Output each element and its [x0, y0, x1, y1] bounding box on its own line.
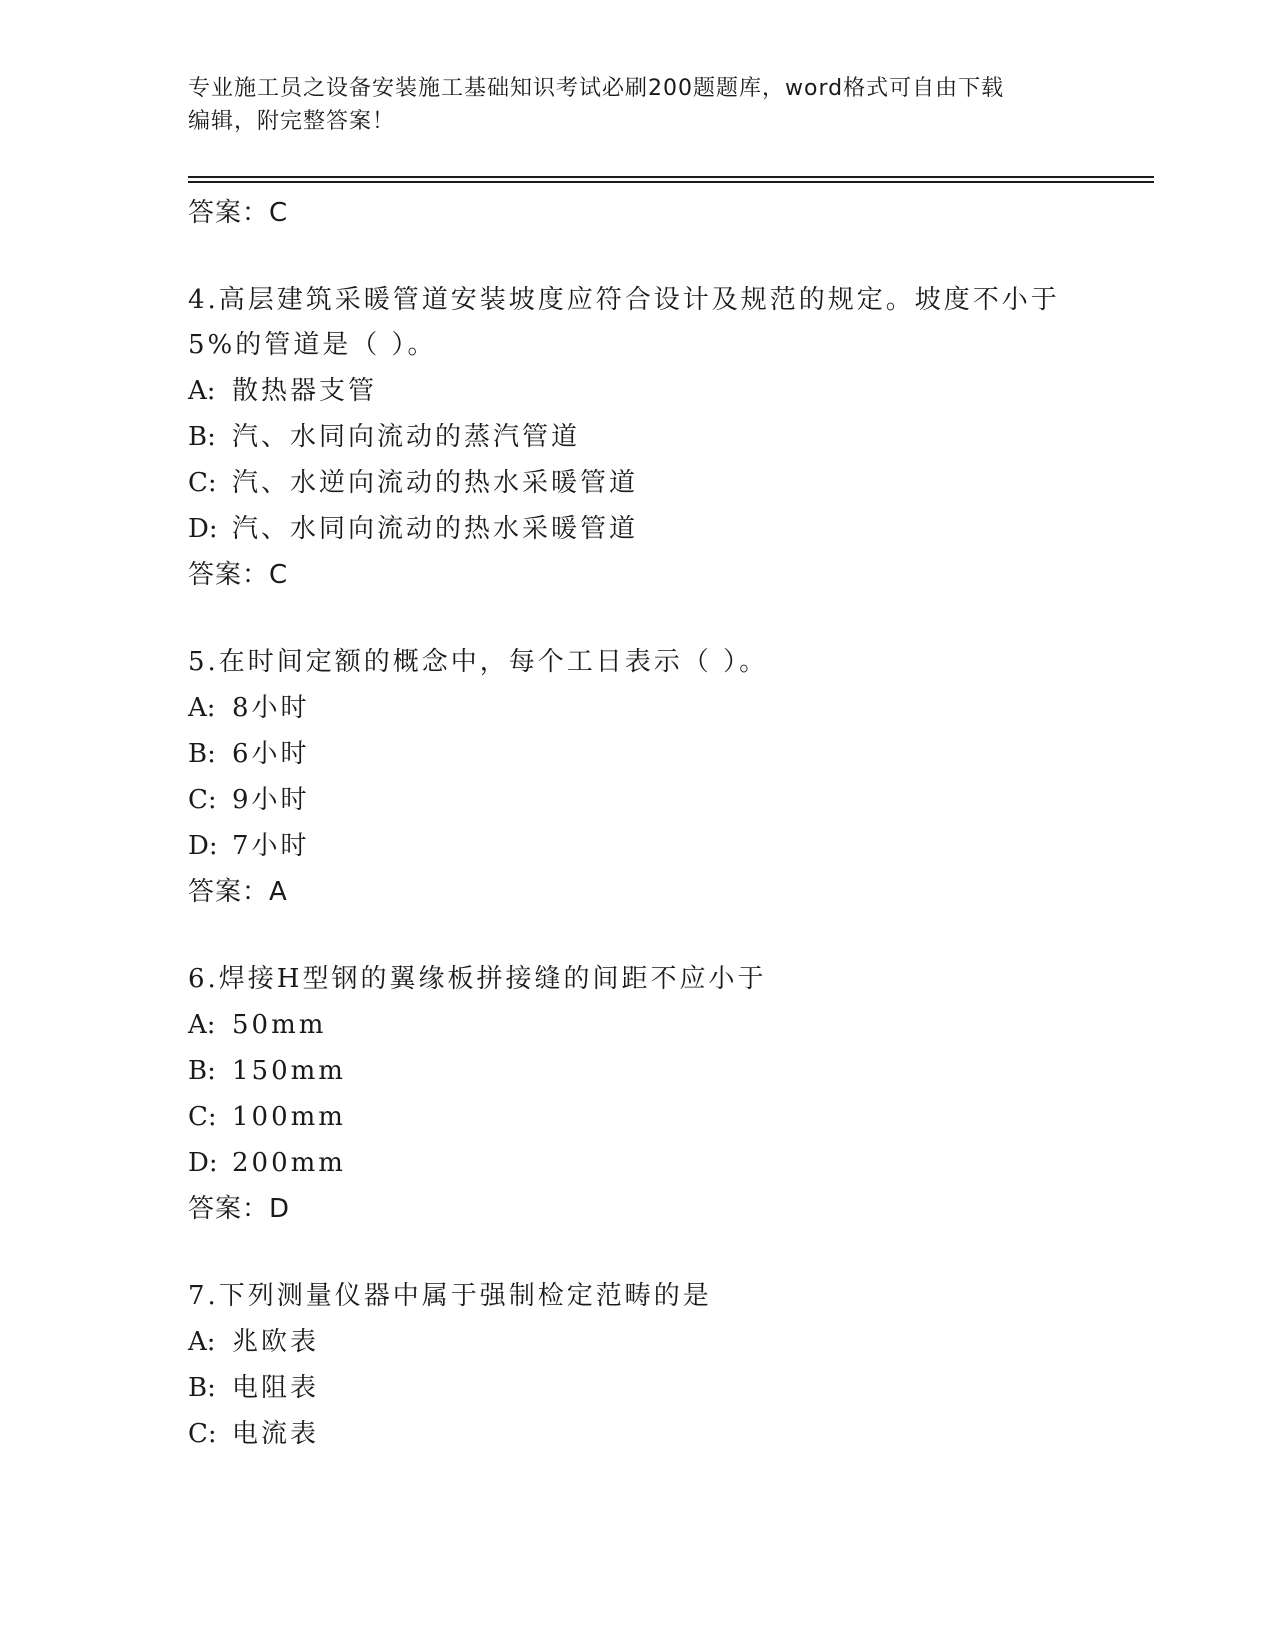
option-text: 8小时	[232, 693, 310, 723]
question-6-option-b	[188, 1048, 1088, 1094]
question-4-stem	[188, 278, 1088, 368]
option-letter: D:	[188, 831, 218, 861]
question-6	[188, 957, 1088, 1232]
question-4-option-d	[188, 506, 1088, 552]
option-letter: D:	[188, 1148, 218, 1178]
option-text: 150mm	[232, 1056, 346, 1086]
option-text: 兆欧表	[232, 1327, 320, 1357]
option-text: 散热器支管	[232, 376, 378, 406]
option-text: 6小时	[232, 739, 310, 769]
question-6-option-c	[188, 1094, 1088, 1140]
option-text: 100mm	[232, 1102, 346, 1132]
option-letter: A:	[188, 1010, 216, 1040]
option-letter: B:	[188, 1373, 216, 1403]
question-6-option-d	[188, 1140, 1088, 1186]
question-6-stem: 6.焊接H型钢的翼缘板拼接缝的间距不应小于	[188, 964, 767, 994]
question-4-stem-line-1: 4.高层建筑采暖管道安装坡度应符合设计及规范的规定。坡度不小于	[188, 285, 1060, 315]
option-letter: C:	[188, 1419, 217, 1449]
option-text: 汽、水同向流动的热水采暖管道	[232, 514, 639, 544]
question-5-option-d	[188, 823, 1088, 869]
option-text: 9小时	[232, 785, 310, 815]
option-letter: C:	[188, 468, 217, 498]
option-text: 50mm	[232, 1010, 327, 1040]
option-text: 电流表	[232, 1419, 320, 1449]
option-text: 7小时	[232, 831, 310, 861]
header-title-line-1: 专业施工员之设备安装施工基础知识考试必刷200题题库，word格式可自由下载	[188, 76, 1005, 101]
question-4-option-c	[188, 460, 1088, 506]
question-5-option-c	[188, 777, 1088, 823]
option-text: 200mm	[232, 1148, 346, 1178]
question-5-option-b	[188, 731, 1088, 777]
option-letter: A:	[188, 376, 216, 406]
question-7-option-a	[188, 1319, 1088, 1365]
question-4-option-a	[188, 368, 1088, 414]
option-letter: D:	[188, 514, 218, 544]
document-body	[188, 190, 1088, 1457]
question-4	[188, 278, 1088, 598]
option-text: 汽、水逆向流动的热水采暖管道	[232, 468, 639, 498]
option-letter: C:	[188, 1102, 217, 1132]
document-header	[188, 72, 1088, 138]
question-5-stem: 5.在时间定额的概念中，每个工日表示（ ）。	[188, 647, 769, 677]
question-7-stem: 7.下列测量仪器中属于强制检定范畴的是	[188, 1281, 712, 1311]
question-5-option-a	[188, 685, 1088, 731]
header-divider-top	[188, 176, 1154, 178]
question-7-option-c	[188, 1411, 1088, 1457]
option-text: 电阻表	[232, 1373, 320, 1403]
question-5-answer: 答案：A	[188, 877, 288, 907]
option-letter: B:	[188, 1056, 216, 1086]
question-7-option-b	[188, 1365, 1088, 1411]
question-4-stem-line-2: 5%的管道是（ ）。	[188, 330, 437, 360]
header-divider-bottom	[188, 181, 1154, 183]
option-letter: A:	[188, 1327, 216, 1357]
option-letter: C:	[188, 785, 217, 815]
option-letter: A:	[188, 693, 216, 723]
question-7	[188, 1274, 1088, 1457]
option-letter: B:	[188, 739, 216, 769]
previous-answer: 答案：C	[188, 198, 289, 228]
question-4-answer: 答案：C	[188, 560, 289, 590]
question-4-option-b	[188, 414, 1088, 460]
question-6-answer: 答案：D	[188, 1194, 291, 1224]
option-text: 汽、水同向流动的蒸汽管道	[232, 422, 581, 452]
question-6-option-a	[188, 1002, 1088, 1048]
question-5	[188, 640, 1088, 915]
option-letter: B:	[188, 422, 216, 452]
header-title-line-2: 编辑，附完整答案！	[188, 109, 396, 134]
